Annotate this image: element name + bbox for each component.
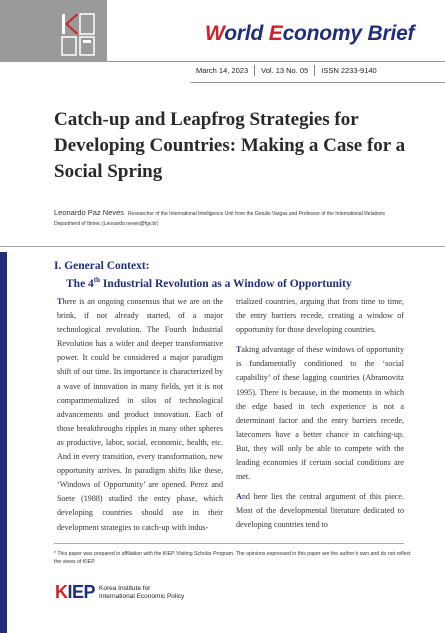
issue-issn: ISSN 2233-9140 — [321, 66, 377, 75]
kiep-logo-icon: KIEP — [55, 582, 96, 602]
issue-volume: Vol. 13 No. 05 — [261, 66, 309, 75]
footnote: * This paper was prepared in affiliation with the KIEP Visiting Scholar Program. The opinions expressed in this paper are the author’s own and do not reflect the views of KIEP. — [54, 551, 411, 565]
section-heading: I. General Context: The 4th Industrial Revolution as a Window of Opportunity — [54, 260, 352, 290]
paragraph: Taking advantage of these windows of opportunity is fundamentally conditioned to the ‘social capability’ of these lagging countries (Abramovitz 1995). There is because, in the moments in which the edge based in tech experience is not a determinant factor and the entry barriers recede, latecomers have a better chance in catching-up. But, they will only be able to compete with the leading economies if certain social conditions are met. — [236, 345, 404, 482]
org-name: Korea Institute for International Economic Policy — [99, 584, 185, 600]
footer-logo — [55, 582, 184, 603]
header-rule-top — [107, 61, 445, 62]
kiep-emblem-icon — [56, 10, 100, 58]
publication-title: World Economy Brief — [205, 22, 415, 45]
footnote-divider — [54, 543, 404, 544]
section-divider — [0, 246, 445, 247]
paragraph: And here lies the central argument of this piece. Most of the developmental literature dedicated to developing countries tend to — [236, 492, 404, 530]
document-title: Catch-up and Leapfrog Strategies for Developing Countries: Making a Case for a Social Spring — [54, 109, 406, 182]
paragraph: trialized countries, arguing that from time to time, the entry barriers recede, creating a window of opportunity for those developing countries. — [236, 297, 404, 335]
body-column-right — [236, 295, 404, 537]
paragraph: There is an ongoing consensus that we are on the brink, if not already started, of a major technological revolution. The Fourth Industrial Revolution has a wider and deeper transformative power. It could be considered a major paradigm shift of our time. Its importance is characterized by a wave of innovation in many fields, yet it is not compartmentalized in silos of technological advancements and product innovation. Each of those breakthroughs ripples in many other spheres as productive, labor, social, economic, health, etc. And in every transition, every transformation, new opportunity arrives. In paradigm shifts like these, ‘Windows of Opportunity’ are opened. Perez and Soete (1988) studied the entry phase, which developing countries should use in their development strategies to catch-up with indus- — [57, 297, 223, 532]
author-name: Leonardo Paz Neves — [54, 208, 125, 217]
body-column-left — [57, 295, 223, 539]
header-rule-bottom — [190, 82, 445, 83]
author-line — [54, 208, 404, 229]
author-description: Researcher of the International Intelligence Unit from the Getulio Vargas and Professor of the International Relations Department of Ibmec (Leonardo.neves@fgv.br) — [54, 211, 386, 227]
issue-info — [190, 66, 383, 76]
left-accent-bar — [0, 252, 7, 633]
issue-date: March 14, 2023 — [196, 66, 249, 75]
